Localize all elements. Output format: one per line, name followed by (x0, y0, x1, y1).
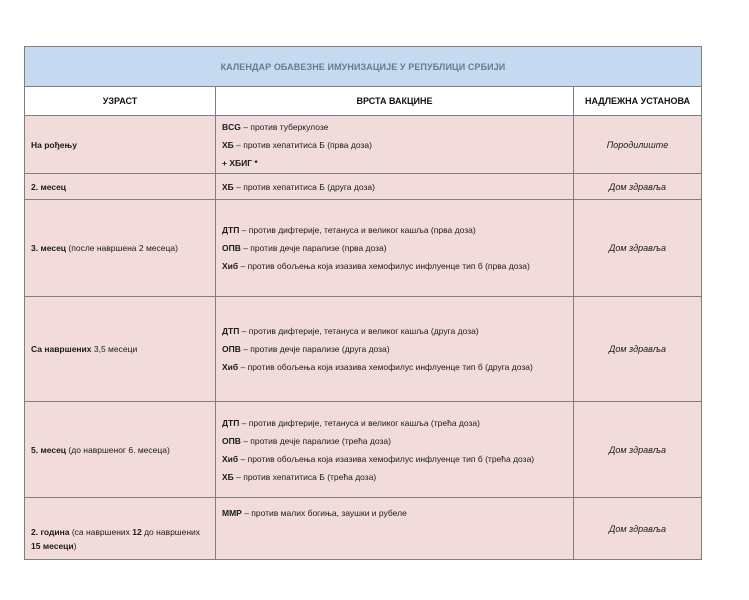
vaccine-line (222, 178, 573, 196)
vaccine-line (222, 340, 573, 358)
vaccine-cell (216, 402, 574, 498)
vaccine-line (222, 257, 573, 275)
age-cell (25, 200, 216, 297)
vaccine-desc: – против дечје парализе (прва доза) (240, 243, 387, 253)
vaccine-desc: – против туберкулозе (240, 121, 329, 132)
vaccine-code: ОПВ (222, 435, 241, 446)
vaccine-desc: – против хепатитиса Б (прва доза) (233, 139, 372, 150)
vaccine-desc: – против обољења која изазива хемофилус инфлуенце тип б (прва доза) (238, 261, 530, 271)
vaccine-line (222, 221, 573, 239)
vaccine-line (222, 136, 573, 154)
vaccine-code: Хиб (222, 261, 239, 271)
vaccine-code: ДТП (222, 225, 240, 235)
vaccine-cell (216, 200, 574, 297)
vaccine-line (222, 322, 573, 340)
table-title: КАЛЕНДАР ОБАВЕЗНЕ ИМУНИЗАЦИЈЕ У РЕПУБЛИЦИ СРБИЈИ (25, 47, 702, 87)
age-cell (25, 174, 216, 200)
vaccine-cell (216, 297, 574, 402)
header-age: УЗРАСТ (25, 87, 216, 116)
vaccine-line (222, 414, 573, 432)
age-cell (25, 297, 216, 402)
age-note-3: ) (73, 541, 77, 551)
age-note: (после навршена 2 месеца) (66, 243, 178, 253)
vaccine-code: + ХБИГ * (222, 157, 258, 168)
table-row (25, 498, 702, 560)
vaccine-desc: – против дифтерије, тетануса и великог кашља (трећа доза) (239, 417, 480, 428)
institution-cell: Породилиште (574, 116, 702, 174)
vaccine-line (222, 118, 573, 136)
header-institution: НАДЛЕЖНА УСТАНОВА (574, 87, 702, 116)
vaccine-line (222, 432, 573, 450)
vaccine-code: ОПВ (222, 344, 241, 354)
vaccine-desc: – против хепатитиса Б (друга доза) (233, 181, 375, 192)
immunization-table (24, 46, 702, 560)
vaccine-cell (216, 116, 574, 174)
table-row (25, 297, 702, 402)
institution-cell: Дом здравља (574, 174, 702, 200)
vaccine-cell (216, 174, 574, 200)
table-row (25, 402, 702, 498)
vaccine-cell (216, 498, 574, 560)
header-vaccine: ВРСТА ВАКЦИНЕ (216, 87, 574, 116)
vaccine-desc: – против дечје парализе (трећа доза) (240, 435, 391, 446)
institution-cell: Дом здравља (574, 297, 702, 402)
age-cell (25, 498, 216, 560)
vaccine-code: Хиб (222, 362, 239, 372)
age-note: 3,5 месеци (91, 344, 138, 354)
vaccine-desc: – против дифтерије, тетануса и великог кашља (друга доза) (239, 326, 479, 336)
institution-cell: Дом здравља (574, 402, 702, 498)
age-cell (25, 116, 216, 174)
vaccine-code: ДТП (222, 417, 240, 428)
age-label: На рођењу (31, 139, 77, 150)
vaccine-desc: – против хепатитиса Б (трећа доза) (233, 471, 377, 482)
age-label: 2. месец (31, 181, 67, 192)
age-label: 3. месец (31, 243, 67, 253)
vaccine-desc: – против обољења која изазива хемофилус инфлуенце тип б (трећа доза) (238, 453, 535, 464)
vaccine-code: ХБ (222, 139, 234, 150)
age-label: 5. месец (31, 444, 67, 455)
vaccine-code: ДТП (222, 326, 240, 336)
vaccine-desc: – против дифтерије, тетануса и великог кашља (прва доза) (239, 225, 476, 235)
vaccine-code: ММР (222, 508, 242, 518)
table-row (25, 116, 702, 174)
vaccine-line (222, 450, 573, 468)
institution-cell: Дом здравља (574, 498, 702, 560)
vaccine-line (222, 504, 573, 522)
age-note-2: до навршених (141, 527, 201, 537)
immunization-table-wrapper (24, 46, 701, 560)
vaccine-line (222, 468, 573, 486)
vaccine-line (222, 239, 573, 257)
vaccine-code: ОПВ (222, 243, 241, 253)
age-note: (до навршеног 6. месеца) (66, 444, 170, 455)
vaccine-line (222, 154, 573, 172)
vaccine-line (222, 358, 573, 376)
age-months-from: 12 (132, 527, 142, 537)
age-note: (са навршених (69, 527, 133, 537)
vaccine-desc: – против обољења која изазива хемофилус инфлуенце тип б (друга доза) (238, 362, 533, 372)
vaccine-code: ХБ (222, 471, 234, 482)
age-cell (25, 402, 216, 498)
age-label: Са навршених (31, 344, 92, 354)
table-row (25, 174, 702, 200)
vaccine-desc: – против малих богиња, заушки и рубеле (241, 508, 407, 518)
vaccine-code: BCG (222, 121, 241, 132)
vaccine-code: Хиб (222, 453, 239, 464)
age-label: 2. година (31, 527, 70, 537)
table-row (25, 200, 702, 297)
vaccine-code: ХБ (222, 181, 234, 192)
institution-cell: Дом здравља (574, 200, 702, 297)
vaccine-desc: – против дечје парализе (друга доза) (240, 344, 390, 354)
age-months-to: 15 месеци (31, 541, 74, 551)
